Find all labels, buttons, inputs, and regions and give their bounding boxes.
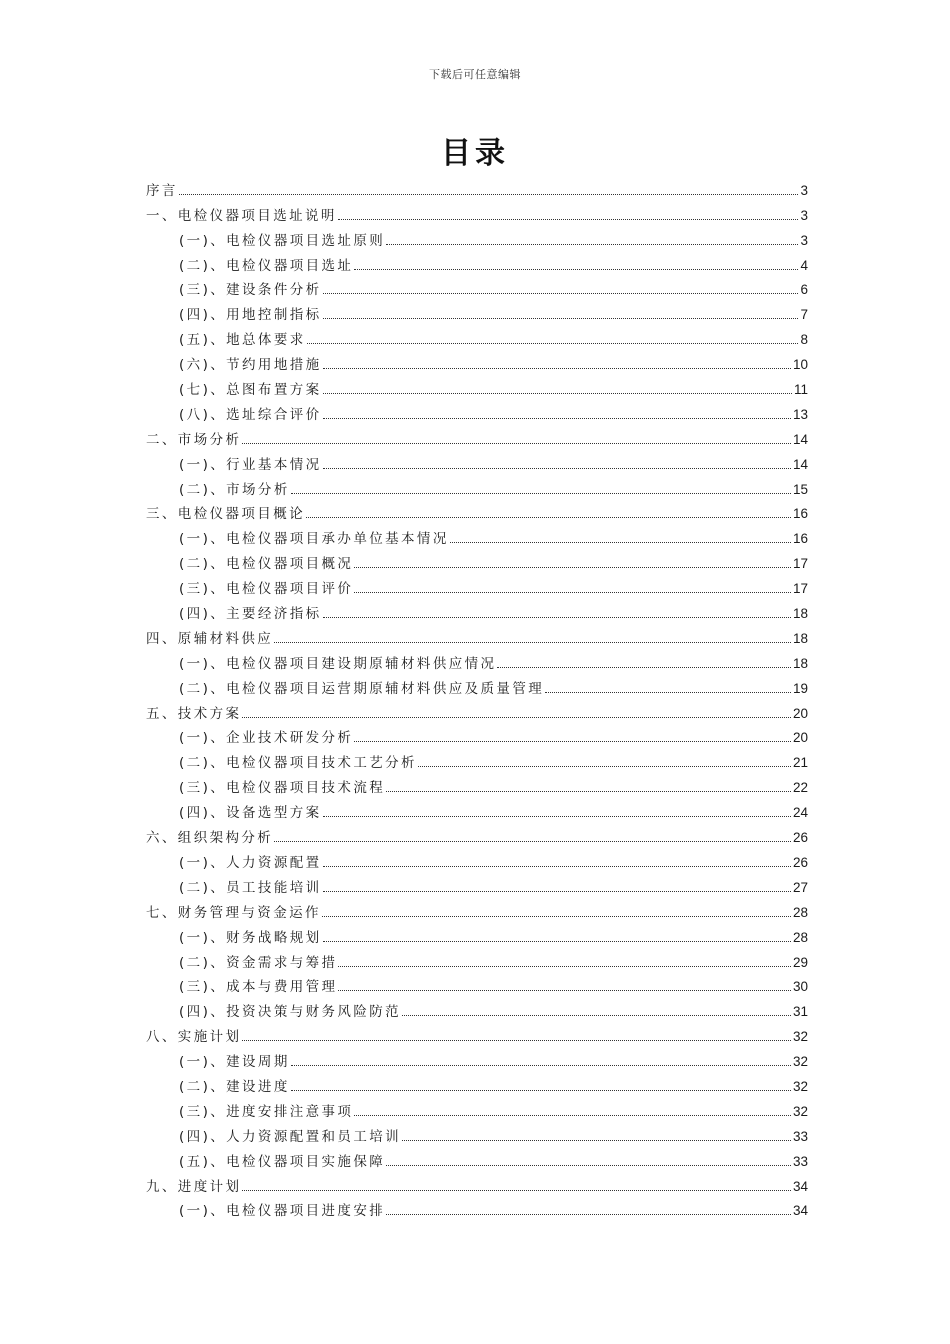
toc-entry-label: 九、进度计划 xyxy=(146,1178,242,1195)
toc-dot-leader xyxy=(386,243,798,245)
toc-entry-label: (一)、电检仪器项目进度安排 xyxy=(179,1203,386,1220)
toc-dot-leader xyxy=(386,790,791,792)
toc-dot-leader xyxy=(386,1164,791,1166)
toc-section-entry[interactable] xyxy=(146,1121,808,1146)
toc-page-number: 14 xyxy=(792,456,808,472)
toc-dot-leader xyxy=(323,292,799,294)
toc-entry-label: (三)、进度安排注意事项 xyxy=(179,1103,354,1120)
toc-page-number: 26 xyxy=(792,854,808,870)
table-of-contents xyxy=(146,175,808,1220)
toc-section-entry[interactable] xyxy=(146,1096,808,1121)
toc-page-number: 16 xyxy=(792,506,808,522)
toc-page-number: 7 xyxy=(800,307,808,323)
toc-dot-leader xyxy=(338,989,791,991)
toc-dot-leader xyxy=(291,1064,791,1066)
header-note: 下载后可任意编辑 xyxy=(429,68,521,81)
toc-dot-leader xyxy=(402,1014,791,1016)
toc-entry-label: (五)、电检仪器项目实施保障 xyxy=(179,1153,386,1170)
toc-page-number: 31 xyxy=(792,1004,808,1020)
toc-dot-leader xyxy=(354,566,791,568)
toc-entry-label: (二)、电检仪器项目概况 xyxy=(179,556,354,573)
toc-page-number: 24 xyxy=(792,805,808,821)
toc-dot-leader xyxy=(323,815,791,817)
toc-dot-leader xyxy=(323,940,791,942)
toc-entry-label: 八、实施计划 xyxy=(146,1029,242,1046)
toc-dot-leader xyxy=(242,1189,791,1191)
toc-dot-leader xyxy=(323,890,791,892)
toc-page-number: 19 xyxy=(792,680,808,696)
toc-page-number: 28 xyxy=(792,929,808,945)
toc-section-entry[interactable] xyxy=(146,648,808,673)
toc-entry-label: (一)、建设周期 xyxy=(179,1054,290,1071)
toc-entry-label: (三)、成本与费用管理 xyxy=(179,979,338,996)
toc-section-entry[interactable] xyxy=(146,275,808,300)
toc-dot-leader xyxy=(418,765,791,767)
toc-section-entry[interactable] xyxy=(146,673,808,698)
toc-dot-leader xyxy=(323,467,791,469)
toc-page-number: 13 xyxy=(792,406,808,422)
toc-page-number: 18 xyxy=(792,655,808,671)
toc-section-entry[interactable] xyxy=(146,548,808,573)
toc-entry-label: (一)、电检仪器项目建设期原辅材料供应情况 xyxy=(179,655,497,672)
toc-entry-label: (一)、财务战略规划 xyxy=(179,929,322,946)
toc-entry-label: (四)、主要经济指标 xyxy=(179,606,322,623)
toc-page-number: 18 xyxy=(792,630,808,646)
toc-page-number: 30 xyxy=(792,979,808,995)
toc-dot-leader xyxy=(545,691,791,693)
toc-page-number: 33 xyxy=(792,1153,808,1169)
toc-entry-label: 三、电检仪器项目概论 xyxy=(146,506,305,523)
toc-section-entry[interactable] xyxy=(146,747,808,772)
toc-section-entry[interactable] xyxy=(146,847,808,872)
toc-page-number: 33 xyxy=(792,1128,808,1144)
toc-dot-leader xyxy=(354,1114,791,1116)
toc-dot-leader xyxy=(291,492,791,494)
toc-page-number: 20 xyxy=(792,705,808,721)
toc-entry-label: (一)、电检仪器项目选址原则 xyxy=(179,232,386,249)
toc-entry-label: (二)、电检仪器项目技术工艺分析 xyxy=(179,755,417,772)
toc-page-number: 34 xyxy=(792,1178,808,1194)
toc-entry-label: (六)、节约用地措施 xyxy=(179,357,322,374)
toc-section-entry[interactable] xyxy=(146,772,808,797)
toc-page-number: 28 xyxy=(792,904,808,920)
toc-chapter-entry[interactable] xyxy=(146,698,808,723)
toc-entry-label: (四)、人力资源配置和员工培训 xyxy=(179,1128,402,1145)
toc-chapter-entry[interactable] xyxy=(146,424,808,449)
toc-entry-label: 一、电检仪器项目选址说明 xyxy=(146,207,337,224)
toc-page-number: 34 xyxy=(792,1203,808,1219)
toc-page-number: 18 xyxy=(792,606,808,622)
toc-page-number: 3 xyxy=(800,232,808,248)
toc-dot-leader xyxy=(338,218,799,220)
toc-page-number: 8 xyxy=(800,332,808,348)
toc-section-entry[interactable] xyxy=(146,1146,808,1171)
toc-section-entry[interactable] xyxy=(146,474,808,499)
toc-section-entry[interactable] xyxy=(146,449,808,474)
toc-entry-label: 五、技术方案 xyxy=(146,705,242,722)
toc-page-number: 3 xyxy=(800,207,808,223)
toc-page-number: 29 xyxy=(792,954,808,970)
toc-section-entry[interactable] xyxy=(146,972,808,997)
toc-dot-leader xyxy=(291,1089,791,1091)
toc-dot-leader xyxy=(323,616,791,618)
toc-dot-leader xyxy=(323,367,791,369)
toc-dot-leader xyxy=(307,342,799,344)
toc-entry-label: (二)、市场分析 xyxy=(179,481,290,498)
toc-dot-leader xyxy=(323,865,791,867)
toc-chapter-entry[interactable] xyxy=(146,1021,808,1046)
page-title: 目录 xyxy=(441,136,509,171)
toc-entry-label: (二)、电检仪器项目选址 xyxy=(179,257,354,274)
toc-page-number: 16 xyxy=(792,531,808,547)
toc-section-entry[interactable] xyxy=(146,947,808,972)
toc-page-number: 26 xyxy=(792,830,808,846)
toc-page-number: 22 xyxy=(792,780,808,796)
toc-section-entry[interactable] xyxy=(146,1046,808,1071)
toc-section-entry[interactable] xyxy=(146,723,808,748)
toc-page-number: 11 xyxy=(793,382,808,398)
toc-dot-leader xyxy=(354,740,791,742)
toc-section-entry[interactable] xyxy=(146,399,808,424)
toc-chapter-entry[interactable] xyxy=(146,1171,808,1196)
toc-dot-leader xyxy=(323,417,791,419)
toc-dot-leader xyxy=(354,591,791,593)
toc-entry-label: 四、原辅材料供应 xyxy=(146,630,274,647)
toc-entry-label: (八)、选址综合评价 xyxy=(179,406,322,423)
toc-section-entry[interactable] xyxy=(146,573,808,598)
toc-dot-leader xyxy=(450,541,791,543)
toc-entry-label: (一)、电检仪器项目承办单位基本情况 xyxy=(179,531,449,548)
toc-page-number: 3 xyxy=(800,182,808,198)
toc-page-number: 14 xyxy=(792,431,808,447)
toc-page-number: 32 xyxy=(792,1103,808,1119)
toc-entry-label: (二)、员工技能培训 xyxy=(179,879,322,896)
toc-section-entry[interactable] xyxy=(146,797,808,822)
toc-page-number: 21 xyxy=(792,755,808,771)
toc-entry-label: (三)、建设条件分析 xyxy=(179,282,322,299)
toc-entry-label: (四)、设备选型方案 xyxy=(179,805,322,822)
toc-page-number: 17 xyxy=(792,581,808,597)
toc-entry-label: (一)、人力资源配置 xyxy=(179,854,322,871)
toc-entry-label: (三)、电检仪器项目技术流程 xyxy=(179,780,386,797)
toc-section-entry[interactable] xyxy=(146,598,808,623)
toc-page-number: 15 xyxy=(792,481,808,497)
toc-entry-label: 序言 xyxy=(146,182,178,199)
toc-entry-label: (三)、电检仪器项目评价 xyxy=(179,581,354,598)
toc-page-number: 10 xyxy=(792,357,808,373)
toc-chapter-entry[interactable] xyxy=(146,897,808,922)
toc-dot-leader xyxy=(497,666,791,668)
toc-entry-label: (二)、建设进度 xyxy=(179,1078,290,1095)
toc-dot-leader xyxy=(323,317,799,319)
toc-section-entry[interactable] xyxy=(146,872,808,897)
toc-section-entry[interactable] xyxy=(146,250,808,275)
toc-dot-leader xyxy=(323,392,792,394)
toc-page-number: 20 xyxy=(792,730,808,746)
toc-section-entry[interactable] xyxy=(146,374,808,399)
toc-section-entry[interactable] xyxy=(146,523,808,548)
toc-dot-leader xyxy=(402,1139,791,1141)
toc-page-number: 4 xyxy=(800,257,808,273)
toc-entry-label: 七、财务管理与资金运作 xyxy=(146,904,321,921)
toc-page-number: 32 xyxy=(792,1078,808,1094)
toc-dot-leader xyxy=(242,1039,791,1041)
toc-entry-label: (七)、总图布置方案 xyxy=(179,382,322,399)
toc-entry-label: 六、组织架构分析 xyxy=(146,830,274,847)
toc-chapter-entry[interactable] xyxy=(146,175,808,200)
toc-dot-leader xyxy=(322,915,791,917)
toc-section-entry[interactable] xyxy=(146,225,808,250)
toc-chapter-entry[interactable] xyxy=(146,623,808,648)
toc-dot-leader xyxy=(179,193,799,195)
toc-dot-leader xyxy=(242,442,791,444)
toc-dot-leader xyxy=(354,268,798,270)
toc-chapter-entry[interactable] xyxy=(146,822,808,847)
toc-dot-leader xyxy=(274,840,791,842)
toc-dot-leader xyxy=(338,965,791,967)
toc-entry-label: (五)、地总体要求 xyxy=(179,332,306,349)
toc-page-number: 32 xyxy=(792,1054,808,1070)
toc-entry-label: (二)、电检仪器项目运营期原辅材料供应及质量管理 xyxy=(179,680,545,697)
toc-chapter-entry[interactable] xyxy=(146,200,808,225)
toc-section-entry[interactable] xyxy=(146,922,808,947)
toc-section-entry[interactable] xyxy=(146,1071,808,1096)
toc-entry-label: (四)、用地控制指标 xyxy=(179,307,322,324)
toc-chapter-entry[interactable] xyxy=(146,499,808,524)
toc-entry-label: (一)、企业技术研发分析 xyxy=(179,730,354,747)
toc-section-entry[interactable] xyxy=(146,996,808,1021)
toc-page-number: 6 xyxy=(800,282,808,298)
toc-page-number: 17 xyxy=(792,556,808,572)
toc-dot-leader xyxy=(386,1213,791,1215)
toc-section-entry[interactable] xyxy=(146,349,808,374)
toc-section-entry[interactable] xyxy=(146,299,808,324)
toc-dot-leader xyxy=(306,516,791,518)
toc-dot-leader xyxy=(242,716,791,718)
toc-page-number: 32 xyxy=(792,1029,808,1045)
toc-entry-label: (一)、行业基本情况 xyxy=(179,456,322,473)
toc-entry-label: 二、市场分析 xyxy=(146,431,242,448)
toc-section-entry[interactable] xyxy=(146,324,808,349)
toc-section-entry[interactable] xyxy=(146,1196,808,1221)
toc-dot-leader xyxy=(274,641,791,643)
toc-entry-label: (二)、资金需求与筹措 xyxy=(179,954,338,971)
toc-page-number: 27 xyxy=(792,879,808,895)
toc-entry-label: (四)、投资决策与财务风险防范 xyxy=(179,1004,402,1021)
